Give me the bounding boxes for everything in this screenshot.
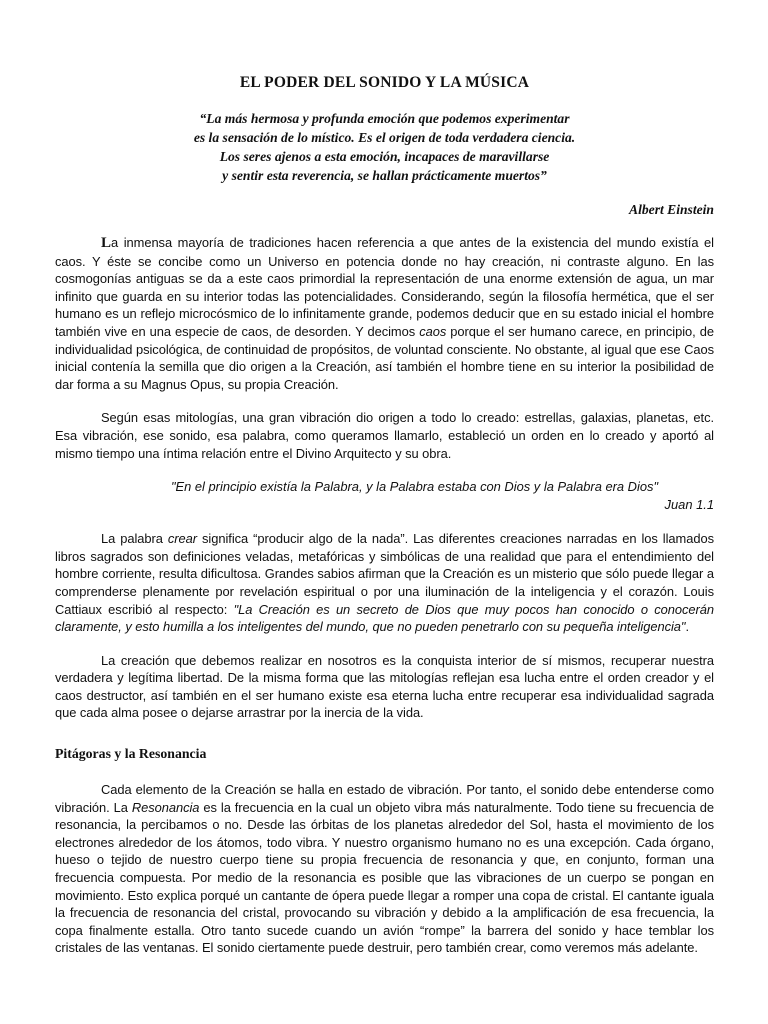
cattiaux-quote: "La Creación es un secreto de Dios que muy pocos han conocido o conocerán claramente, y esto humilla a los inteligentes del mundo, que no pueden penetrarlo con su pequeña inteligencia" bbox=[55, 601, 714, 635]
epigraph-line: es la sensación de lo místico. Es el origen de toda verdadera ciencia. bbox=[193, 130, 576, 145]
paragraph-3 bbox=[55, 530, 714, 636]
document-title: EL PODER DEL SONIDO Y LA MÚSICA bbox=[239, 74, 530, 91]
paragraph-text: La palabra bbox=[101, 531, 168, 547]
paragraph-1 bbox=[55, 234, 714, 393]
paragraph-4: La creación que debemos realizar en nosotros es la conquista interior de sí mismos, recuperar nuestra verdadera y legítima libertad. De la misma forma que las mitologías reflejan esa lucha entre el orden creador y el caos destructor, así también en el ser humano existe esa eterna lucha entre recuperar esa individualidad sagrada que cada alma posee o dejarse arrastrar por la inercia de la vida. bbox=[55, 652, 714, 721]
paragraph-text: . bbox=[685, 619, 689, 635]
paragraph-text: a inmensa mayoría de tradiciones hacen referencia a que antes de la existencia del mundo existía el caos. Y éste se concibe como un Universo en potencia donde no hay creación, ni contraste alguno. En las cosmogonías antiguas se da a este caos primordial la representación de una enorme extensión de agua, un mar infinito que guarda en su interior todas las potencialidades. Considerando, según la filosofía hermética, que el ser humano es un reflejo microcósmico de lo infinitamente grande, podemos deducir que en su estado inicial el hombre también vive en una especie de caos, de desorden. Y decimos bbox=[55, 235, 714, 339]
section-heading: Pitágoras y la Resonancia bbox=[55, 746, 207, 762]
paragraph-text: Cada elemento de la Creación se halla en estado de vibración. Por tanto, el sonido debe entenderse como vibración. La bbox=[55, 782, 714, 815]
paragraph-text: significa “producir algo de la nada”. Las diferentes creaciones narradas en los llamados libros sagrados son definiciones veladas, metafóricas y simbólicas de una realidad que para el entendimiento del hombre corriente, resulta dificultosa. Grandes sabios afirman que la Creación es un misterio que sólo puede llegar a comprenderse plenamente por revelación espiritual o por una iluminación de la inteligencia y el corazón. Louis Cattiaux escribió al respecto: bbox=[55, 531, 714, 617]
epigraph-author: Albert Einstein bbox=[629, 202, 714, 217]
paragraph-2: Según esas mitologías, una gran vibración dio origen a todo lo creado: estrellas, galaxias, planetas, etc. Esa vibración, ese sonido, esa palabra, como queramos llamarlo, estableció un orden en lo creado y aportó al mismo tiempo una íntima relación entre el Divino Arquitecto y su obra. bbox=[55, 410, 714, 461]
drop-cap: L bbox=[101, 235, 111, 251]
bible-quote: "En el principio existía la Palabra, y la Palabra estaba con Dios y la Palabra era Dios" bbox=[170, 479, 659, 495]
epigraph-line: “La más hermosa y profunda emoción que podemos experimentar bbox=[199, 111, 570, 126]
paragraph-5 bbox=[55, 781, 714, 957]
emphasis-text: Resonancia bbox=[131, 799, 200, 815]
emphasis-text: caos bbox=[419, 323, 447, 339]
epigraph-line: Los seres ajenos a esta emoción, incapaces de maravillarse bbox=[219, 149, 550, 164]
paragraph-text: porque el ser humano carece, en principio, de individualidad psicológica, de continuidad de propósitos, de voluntad consciente. No obstante, al igual que ese Caos inicial contenía la semilla que dio origen a la Creación, así también el hombre tiene en su interior la posibilidad de dar forma a su Magnus Opus, su propia Creación. bbox=[55, 323, 714, 392]
epigraph-line: y sentir esta reverencia, se hallan prácticamente muertos” bbox=[222, 168, 547, 183]
bible-reference: Juan 1.1 bbox=[664, 497, 714, 513]
paragraph-text: es la frecuencia en la cual un objeto vibra más naturalmente. Todo tiene su frecuencia de resonancia, la percibamos o no. Desde las órbitas de los planetas alrededor del Sol, hasta el movimiento de los electrones alrededor de los átomos, todo vibra. Y nuestro organismo humano no es una excepción. Cada órgano, hueso o tejido de nuestro cuerpo tiene su propia frecuencia de resonancia y que, en conjunto, forman una frecuencia compuesta. Por medio de la resonancia es posible que las vibraciones de un cuerpo se pongan en movimiento. Esto explica porqué un cantante de ópera puede llegar a romper una copa de cristal. El cantante iguala la frecuencia de resonancia del cristal, provocando su vibración y debido a la amplificación de esa frecuencia, la copa finalmente estalla. Otro tanto sucede cuando un avión “rompe” la barrera del sonido y hace temblar los cristales de las ventanas. El sonido ciertamente puede destruir, pero también crear, como veremos más adelante. bbox=[55, 799, 714, 956]
emphasis-text: crear bbox=[167, 531, 198, 547]
epigraph bbox=[55, 109, 714, 218]
